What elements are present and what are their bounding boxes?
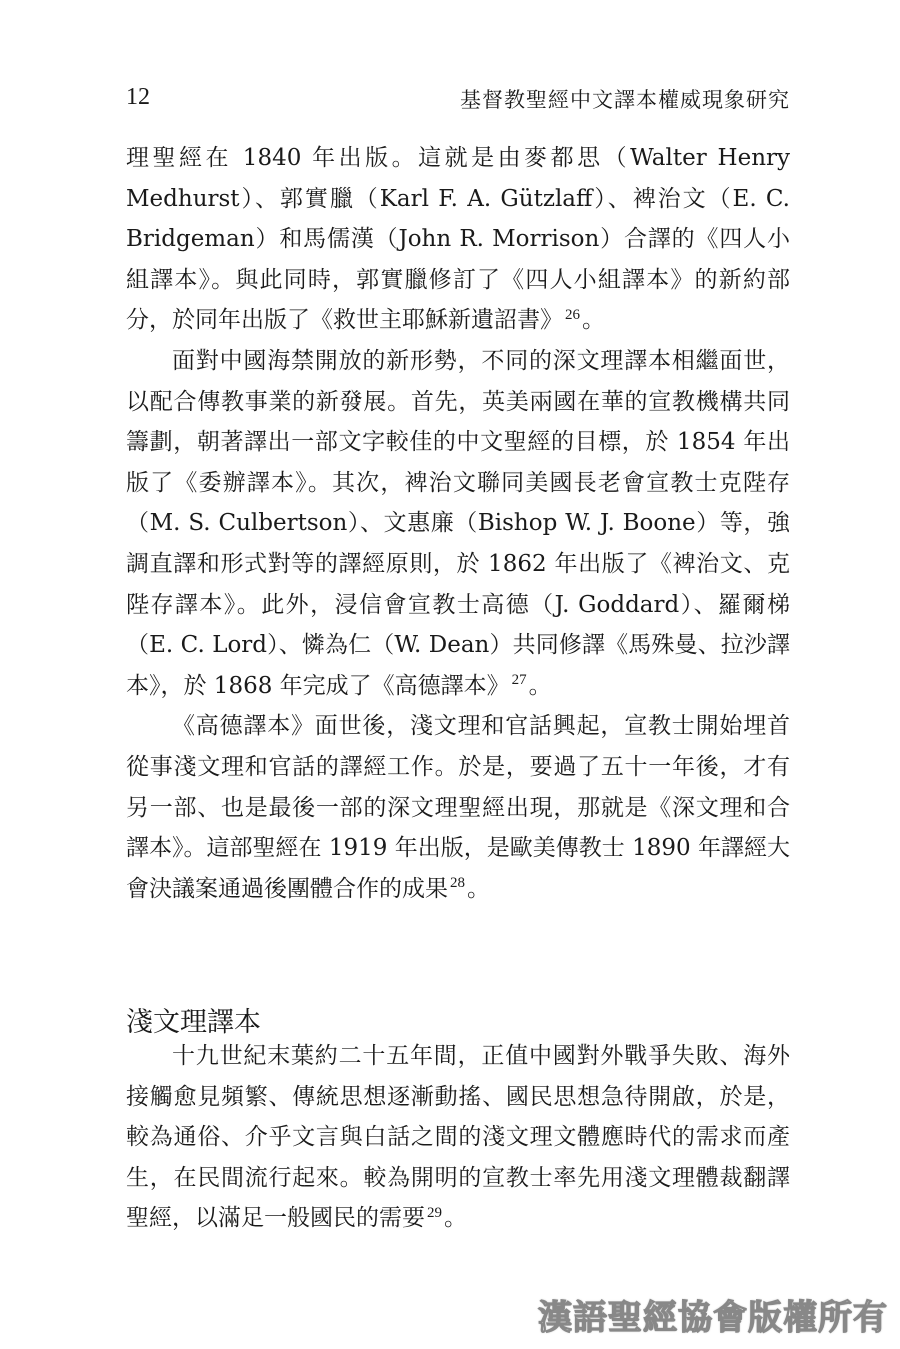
page-number: 12 [126, 84, 150, 110]
footnote-marker: 29 [427, 1204, 442, 1221]
footnote-marker: 27 [511, 672, 527, 689]
page-header [126, 84, 790, 116]
section-body [126, 1036, 790, 1239]
paragraph-text: 十九世紀末葉約二十五年間，正值中國對外戰爭失敗、海外接觸愈見頻繁、傳統思想逐漸動搖、國民思想急待開啟，於是，較為通俗、介乎文言與白話之間的淺文理文體應時代的需求而產生，在民間流行起來。較為開明的宣教士率先用淺文理體裁翻譯聖經，以滿足一般國民的需要 [126, 1043, 790, 1232]
paragraph-text: 《高德譯本》面世後，淺文理和官話興起，宣教士開始埋首從事淺文理和官話的譯經工作。於是，要過了五十一年後，才有另一部、也是最後一部的深文理聖經出現，那就是《深文理和合譯本》。這部聖經在 1919 年出版，是歐美傳教士 1890 年譯經大會決議案通過後團體合作的成果 [126, 713, 790, 902]
paragraph-end: 。 [444, 1205, 467, 1232]
footnote-marker: 26 [565, 306, 580, 323]
paragraph-1 [126, 138, 790, 341]
paragraph-4 [126, 1036, 790, 1239]
paragraph-end: 。 [528, 672, 552, 699]
paragraph-3 [126, 706, 790, 909]
paragraph-text: 面對中國海禁開放的新形勢，不同的深文理譯本相繼面世，以配合傳教事業的新發展。首先，英美兩國在華的宣教機構共同籌劃，朝著譯出一部文字較佳的中文聖經的目標，於 1854 年出版了《委辦譯本》。其次，裨治文聯同美國長老會宣教士克陛存（M. S. Culbertson）、文惠廉（Bishop W. J. Boone）等，強調直譯和形式對等的譯經原則，於 1862 年出版了《裨治文、克陛存譯本》。此外，浸信會宣教士高德（J. Goddard）、羅爾梯（E. C. Lord）、憐為仁（W. Dean）共同修譯《馬殊曼、拉沙譯本》，於 1868 年完成了《高德譯本》 [126, 347, 790, 699]
paragraph-text: 理聖經在 1840 年出版。這就是由麥都思（Walter Henry Medhurst）、郭實臘（Karl F. A. Gützlaff）、裨治文（E. C. Bridgeman）和馬儒漢（John R. Morrison）合譯的《四人小組譯本》。與此同時，郭實臘修訂了《四人小組譯本》的新約部分，於同年出版了《救世主耶穌新遺詔書》 [126, 145, 790, 334]
footnote-marker: 28 [450, 875, 465, 892]
paragraph-end: 。 [582, 307, 605, 334]
copyright-watermark: 漢語聖經協會版權所有 [538, 1298, 888, 1338]
section-heading: 淺文理譯本 [126, 1007, 261, 1038]
paragraph-end: 。 [467, 875, 490, 902]
body-text-block [126, 138, 790, 909]
running-title: 基督教聖經中文譯本權威現象研究 [460, 88, 790, 112]
paragraph-2 [126, 341, 790, 706]
